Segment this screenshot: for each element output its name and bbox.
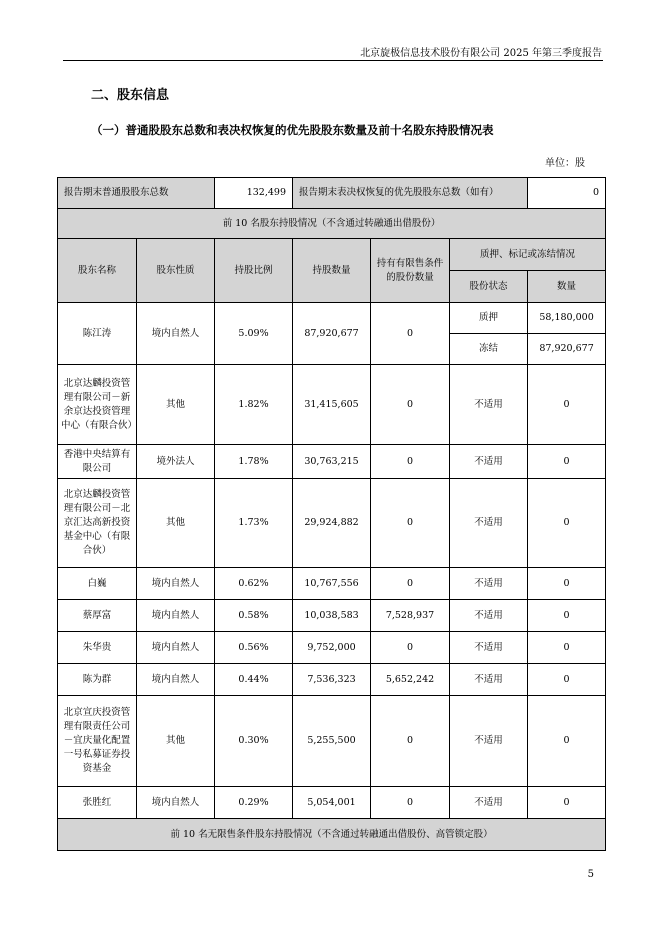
holder-nature: 其他 — [137, 479, 215, 568]
holder-ratio: 0.58% — [215, 600, 293, 632]
section-title: 二、股东信息 — [91, 88, 170, 103]
table-row — [58, 632, 606, 664]
holder-name: 朱华贵 — [58, 632, 137, 664]
holder-name: 北京达麟投资管理有限公司－北京汇达高新投资基金中心（有限合伙） — [58, 479, 137, 568]
col-header-nature: 股东性质 — [137, 239, 215, 303]
table-row — [58, 600, 606, 632]
table-row — [58, 568, 606, 600]
table-row — [58, 664, 606, 696]
col-header-pledge-group: 质押、标记或冻结情况 — [450, 239, 606, 271]
common-holders-value: 132,499 — [215, 178, 293, 209]
header-divider — [63, 60, 603, 61]
holder-quantity: 10,038,583 — [293, 600, 371, 632]
col-header-name: 股东名称 — [58, 239, 137, 303]
unrestricted-caption: 前 10 名无限售条件股东持股情况（不含通过转融通出借股份、高管锁定股） — [58, 819, 606, 851]
holder-restricted: 0 — [371, 365, 450, 445]
col-header-ratio: 持股比例 — [215, 239, 293, 303]
holder-ratio: 0.29% — [215, 787, 293, 819]
holder-name: 香港中央结算有限公司 — [58, 445, 137, 479]
pledge-qty: 0 — [528, 445, 606, 479]
table-row — [58, 303, 606, 334]
holder-restricted: 0 — [371, 632, 450, 664]
col-header-restricted: 持有有限售条件的股份数量 — [371, 239, 450, 303]
holder-name: 白巍 — [58, 568, 137, 600]
pledge-status: 不适用 — [450, 632, 528, 664]
table-row — [58, 479, 606, 568]
holder-ratio: 1.73% — [215, 479, 293, 568]
pledge-status: 不适用 — [450, 696, 528, 787]
pledge-status: 不适用 — [450, 479, 528, 568]
pledge-qty: 0 — [528, 632, 606, 664]
holder-nature: 其他 — [137, 365, 215, 445]
table-row — [58, 787, 606, 819]
pledge-qty: 0 — [528, 479, 606, 568]
holder-nature: 境内自然人 — [137, 632, 215, 664]
holder-name: 北京宣庆投资管理有限责任公司－宜庆量化配置一号私募证券投资基金 — [58, 696, 137, 787]
holder-ratio: 0.56% — [215, 632, 293, 664]
pledge-qty: 0 — [528, 365, 606, 445]
pledge-status: 不适用 — [450, 365, 528, 445]
pledge-status: 不适用 — [450, 600, 528, 632]
holder-quantity: 5,054,001 — [293, 787, 371, 819]
holder-restricted: 0 — [371, 479, 450, 568]
holder-name: 张胜红 — [58, 787, 137, 819]
holder-nature: 境内自然人 — [137, 600, 215, 632]
table-row — [58, 445, 606, 479]
holder-nature: 境内自然人 — [137, 568, 215, 600]
holder-nature: 境内自然人 — [137, 664, 215, 696]
pledge-qty: 0 — [528, 696, 606, 787]
holder-nature: 其他 — [137, 696, 215, 787]
holder-quantity: 87,920,677 — [293, 303, 371, 365]
preferred-holders-value: 0 — [528, 178, 606, 209]
holder-name: 蔡厚富 — [58, 600, 137, 632]
holder-quantity: 5,255,500 — [293, 696, 371, 787]
holder-restricted: 7,528,937 — [371, 600, 450, 632]
pledge-status: 冻结 — [450, 334, 528, 365]
holder-name: 陈为群 — [58, 664, 137, 696]
pledge-qty: 58,180,000 — [528, 303, 606, 334]
pledge-qty: 0 — [528, 568, 606, 600]
pledge-qty: 0 — [528, 787, 606, 819]
pledge-status: 不适用 — [450, 664, 528, 696]
report-header: 北京旋极信息技术股份有限公司 2025 年第三季度报告 — [360, 48, 602, 59]
holder-restricted: 5,652,242 — [371, 664, 450, 696]
holder-restricted: 0 — [371, 696, 450, 787]
table-row — [58, 696, 606, 787]
pledge-qty: 87,920,677 — [528, 334, 606, 365]
pledge-qty: 0 — [528, 600, 606, 632]
page-number: 5 — [587, 869, 594, 880]
shareholder-table — [57, 177, 606, 851]
pledge-status: 不适用 — [450, 787, 528, 819]
preferred-holders-label: 报告期末表决权恢复的优先股股东总数（如有） — [293, 178, 528, 209]
holder-ratio: 1.82% — [215, 365, 293, 445]
holder-restricted: 0 — [371, 787, 450, 819]
unit-label: 单位：股 — [545, 158, 585, 169]
holder-ratio: 1.78% — [215, 445, 293, 479]
col-header-pledge-qty: 数量 — [528, 271, 606, 303]
holder-quantity: 10,767,556 — [293, 568, 371, 600]
pledge-status: 质押 — [450, 303, 528, 334]
holder-name: 陈江涛 — [58, 303, 137, 365]
col-header-pledge-status: 股份状态 — [450, 271, 528, 303]
holder-ratio: 0.30% — [215, 696, 293, 787]
holder-restricted: 0 — [371, 303, 450, 365]
holder-nature: 境内自然人 — [137, 303, 215, 365]
holder-quantity: 30,763,215 — [293, 445, 371, 479]
holder-quantity: 9,752,000 — [293, 632, 371, 664]
table-row — [58, 365, 606, 445]
holder-nature: 境内自然人 — [137, 787, 215, 819]
top10-caption: 前 10 名股东持股情况（不含通过转融通出借股份） — [58, 209, 606, 239]
pledge-status: 不适用 — [450, 445, 528, 479]
holder-quantity: 7,536,323 — [293, 664, 371, 696]
holder-nature: 境外法人 — [137, 445, 215, 479]
holder-restricted: 0 — [371, 445, 450, 479]
pledge-status: 不适用 — [450, 568, 528, 600]
holder-ratio: 0.44% — [215, 664, 293, 696]
holder-ratio: 5.09% — [215, 303, 293, 365]
table-subtitle: （一）普通股股东总数和表决权恢复的优先股股东数量及前十名股东持股情况表 — [91, 123, 494, 137]
pledge-qty: 0 — [528, 664, 606, 696]
common-holders-label: 报告期末普通股股东总数 — [58, 178, 215, 209]
holder-ratio: 0.62% — [215, 568, 293, 600]
col-header-quantity: 持股数量 — [293, 239, 371, 303]
holder-quantity: 31,415,605 — [293, 365, 371, 445]
holder-quantity: 29,924,882 — [293, 479, 371, 568]
holder-restricted: 0 — [371, 568, 450, 600]
holder-name: 北京达麟投资管理有限公司－新余京达投资管理中心（有限合伙） — [58, 365, 137, 445]
